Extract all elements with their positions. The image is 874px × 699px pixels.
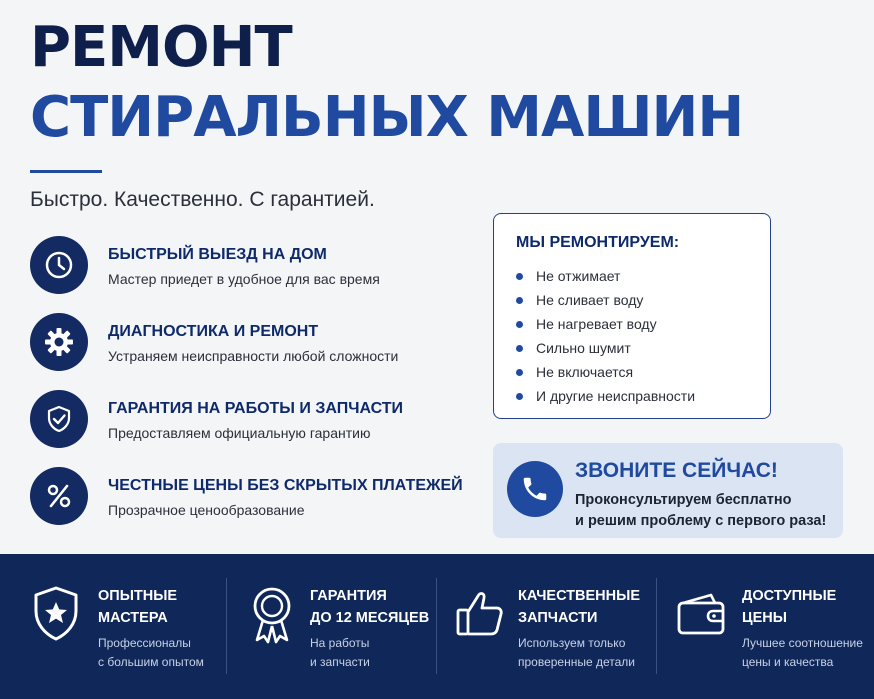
divider <box>226 578 227 674</box>
list-item <box>516 336 695 360</box>
list-item <box>516 264 695 288</box>
badge-desc-2: и запчасти <box>310 655 370 669</box>
page-subtitle: Быстро. Качественно. С гарантией. <box>30 188 375 211</box>
list-item-label: Сильно шумит <box>536 340 631 356</box>
badge-desc-2: с большим опытом <box>98 655 204 669</box>
divider <box>656 578 657 674</box>
badge-desc-2: проверенные детали <box>518 655 636 669</box>
page-title-line2: СТИРАЛЬНЫХ МАШИН <box>30 85 744 150</box>
bullet-icon <box>516 345 523 352</box>
feature-title: ЧЕСТНЫЕ ЦЕНЫ БЕЗ СКРЫТЫХ ПЛАТЕЖЕЙ <box>108 477 463 494</box>
medal-icon <box>244 584 300 644</box>
badge-desc-1: Лучшее соотношение <box>742 636 863 650</box>
repairs-list <box>516 264 695 408</box>
badge-title-1: ГАРАНТИЯ <box>310 588 387 604</box>
feature-desc: Устраняем неисправности любой сложности <box>108 348 399 364</box>
badge-title-1: КАЧЕСТВЕННЫЕ <box>518 588 640 604</box>
list-item-label: Не сливает воду <box>536 292 644 308</box>
badge-affordable-prices <box>674 554 870 699</box>
feature-desc: Предоставляем официальную гарантию <box>108 425 371 441</box>
badge-title-2: ДО 12 МЕСЯЦЕВ <box>310 610 430 626</box>
call-box[interactable] <box>493 443 843 538</box>
bullet-icon <box>516 321 523 328</box>
feature-desc: Мастер приедет в удобное для вас время <box>108 271 380 287</box>
shield-check-icon <box>30 390 88 448</box>
phone-icon[interactable] <box>507 461 563 517</box>
list-item-label: И другие неисправности <box>536 388 696 404</box>
feature-title: ДИАГНОСТИКА И РЕМОНТ <box>108 323 319 340</box>
bullet-icon <box>516 273 523 280</box>
badge-title-1: ДОСТУПНЫЕ <box>742 588 837 604</box>
clock-icon <box>30 236 88 294</box>
list-item-label: Не нагревает воду <box>536 316 657 332</box>
badge-title-2: МАСТЕРА <box>98 610 168 626</box>
list-item <box>516 312 695 336</box>
feature-diagnostics <box>30 313 470 373</box>
feature-title: БЫСТРЫЙ ВЫЕЗД НА ДОМ <box>108 246 327 263</box>
badge-title-2: ЗАПЧАСТИ <box>518 610 598 626</box>
feature-desc: Прозрачное ценообразование <box>108 502 305 518</box>
repairs-box <box>493 213 771 419</box>
repairs-title: МЫ РЕМОНТИРУЕМ: <box>516 234 680 251</box>
page-title-line1: РЕМОНТ <box>30 15 292 80</box>
list-item <box>516 288 695 312</box>
feature-fast-visit <box>30 236 470 296</box>
title-underline <box>30 170 102 173</box>
badge-desc-1: Используем только <box>518 636 626 650</box>
badge-quality-parts <box>452 554 652 699</box>
bullet-icon <box>516 393 523 400</box>
gear-icon <box>30 313 88 371</box>
feature-title: ГАРАНТИЯ НА РАБОТЫ И ЗАПЧАСТИ <box>108 400 404 417</box>
thumbs-up-icon <box>452 584 508 644</box>
feature-honest-prices <box>30 467 470 527</box>
badge-desc-1: На работы <box>310 636 370 650</box>
badge-experienced-masters <box>28 554 228 699</box>
badge-title-2: ЦЕНЫ <box>742 610 787 626</box>
bullet-icon <box>516 297 523 304</box>
call-line-2: и решим проблему с первого раза! <box>575 513 827 529</box>
star-shield-icon <box>28 584 84 644</box>
badge-warranty <box>244 554 434 699</box>
call-description <box>575 490 826 532</box>
badge-desc-1: Профессионалы <box>98 636 191 650</box>
list-item-label: Не отжимает <box>536 268 621 284</box>
badge-title-1: ОПЫТНЫЕ <box>98 588 178 604</box>
list-item <box>516 360 695 384</box>
badge-desc-2: цены и качества <box>742 655 834 669</box>
wallet-icon <box>674 584 730 644</box>
list-item-label: Не включается <box>536 364 634 380</box>
call-line-1: Проконсультируем бесплатно <box>575 492 792 508</box>
list-item <box>516 384 695 408</box>
feature-warranty <box>30 390 470 450</box>
call-title: ЗВОНИТЕ СЕЙЧАС! <box>575 459 778 482</box>
bottom-bar <box>0 554 874 699</box>
bullet-icon <box>516 369 523 376</box>
percent-icon <box>30 467 88 525</box>
divider <box>436 578 437 674</box>
